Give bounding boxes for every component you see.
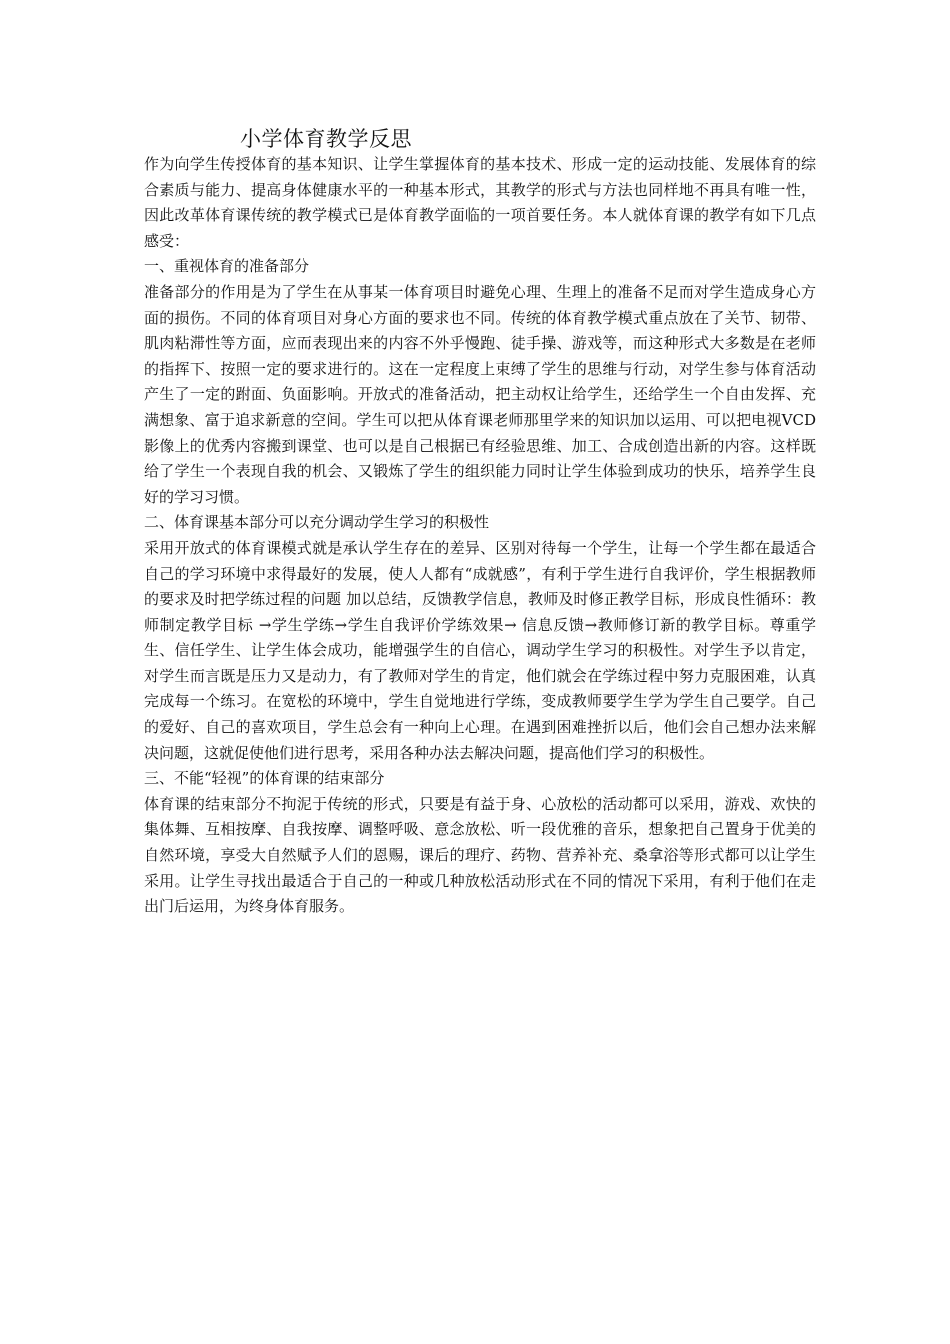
section-3-heading: 三、不能“轻视”的体育课的结束部分: [144, 769, 385, 788]
intro-paragraph: 作为向学生传授体育的基本知识、让学生掌握体育的基本技术、形成一定的运动技能、发展体育的综合素质与能力、提高身体健康水平的一种基本形式，其教学的形式与方法也同样地不再具有唯一性，因此改革体育课传统的教学模式已是体育教学面临的一项首要任务。本人就体育课的教学有如下几点感受：: [144, 155, 816, 250]
document-title: 小学体育教学反思: [240, 127, 412, 151]
section-2-body: 采用开放式的体育课模式就是承认学生存在的差异、区别对待每一个学生，让每一个学生都在最适合自己的学习环境中求得最好的发展，使人人都有“成就感”，有利于学生进行自我评价，学生根据教师的要求及时把学练过程的问题 加以总结，反馈教学信息，教师及时修正教学目标，形成良性循环：教师制定教学目标 →学生学练→学生自我评价学练效果→ 信息反馈→教师修订新的教学目标。尊重学生、信任学生、让学生体会成功，能增强学生的自信心，调动学生学习的积极性。对学生予以肯定，对学生而言既是压力又是动力，有了教师对学生的肯定，他们就会在学练过程中努力克服困难，认真完成每一个练习。在宽松的环境中，学生自觉地进行学练，变成教师要学生学为学生自己要学。自己的爱好、自己的喜欢项目，学生总会有一种向上心理。在遇到困难挫折以后，他们会自己想办法来解决问题，这就促使他们进行思考，采用各种办法去解决问题，提高他们学习的积极性。: [144, 538, 816, 762]
section-3-body: 体育课的结束部分不拘泥于传统的形式，只要是有益于身、心放松的活动都可以采用，游戏、欢快的集体舞、互相按摩、自我按摩、调整呼吸、意念放松、听一段优雅的音乐，想象把自己置身于优美的自然环境，享受大自然赋予人们的恩赐，课后的理疗、药物、营养补充、桑拿浴等形式都可以让学生采用。让学生寻找出最适合于自己的一种或几种放松活动形式在不同的情况下采用，有利于他们在走出门后运用，为终身体育服务。: [144, 794, 816, 916]
section-1-heading: 一、重视体育的准备部分: [144, 257, 310, 276]
document-content: [144, 126, 816, 920]
section-2-heading: 二、体育课基本部分可以充分调动学生学习的积极性: [144, 513, 490, 532]
section-1-body: 准备部分的作用是为了学生在从事某一体育项目时避免心理、生理上的准备不足而对学生造成身心方面的损伤。不同的体育项目对身心方面的要求也不同。传统的体育教学模式重点放在了关节、韧带、肌肉粘滞性等方面，应而表现出来的内容不外乎慢跑、徒手操、游戏等，而这种形式大多数是在老师的指挥下、按照一定的要求进行的。这在一定程度上束缚了学生的思维与行动，对学生参与体育活动产生了一定的跗面、负面影响。开放式的准备活动，把主动权让给学生，还给学生一个自由发挥、充满想象、富于追求新意的空间。学生可以把从体育课老师那里学来的知识加以运用、可以把电视VCD影像上的优秀内容搬到课堂、也可以是自己根据已有经验思维、加工、合成创造出新的内容。这样既给了学生一个表现自我的机会、又锻炼了学生的组织能力同时让学生体验到成功的快乐，培养学生良好的学习习惯。: [144, 282, 816, 506]
